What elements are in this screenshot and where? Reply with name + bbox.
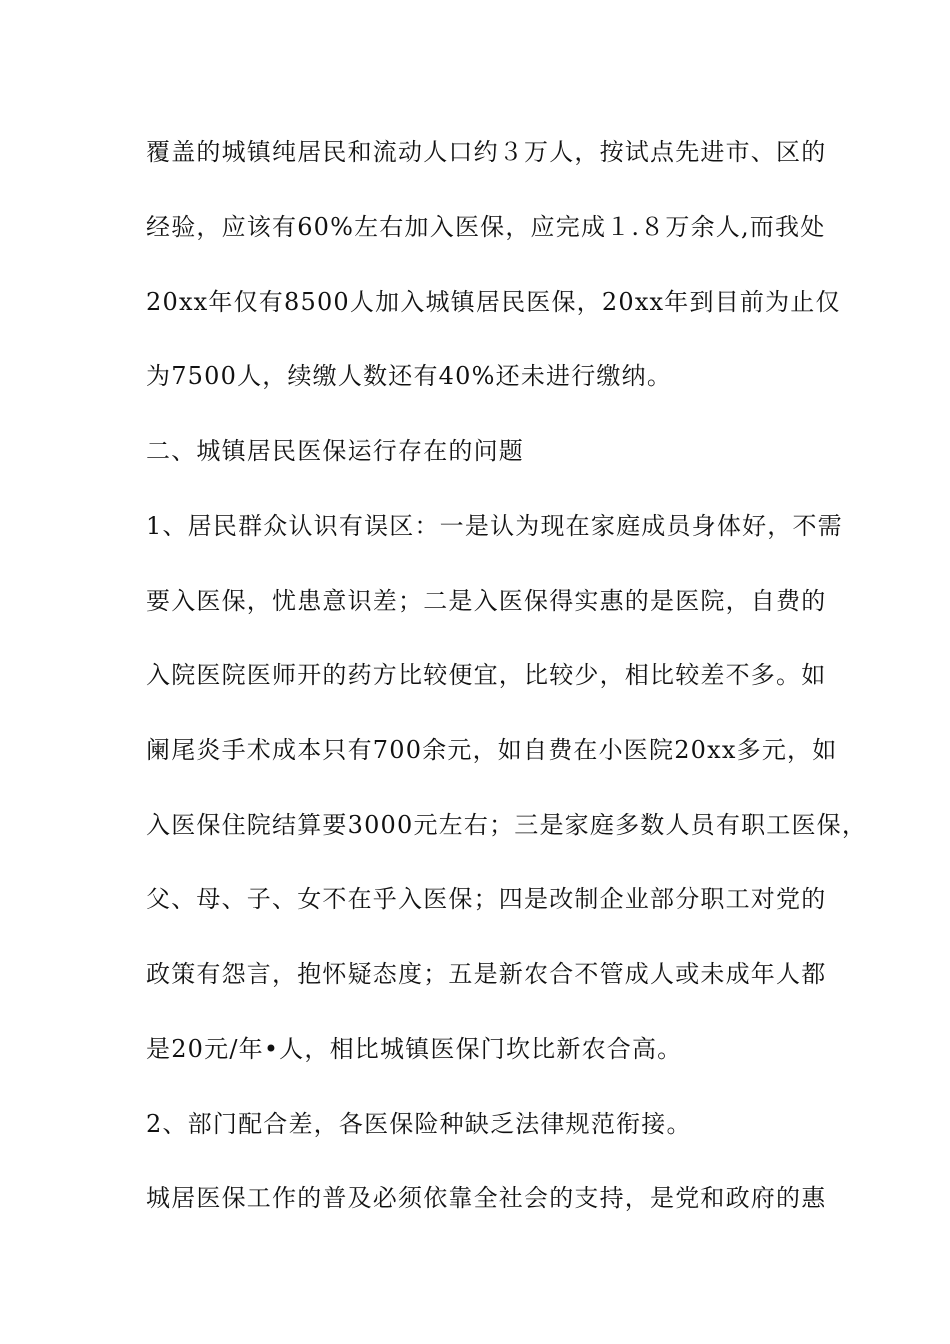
text-line-8: 入院医院医师开的药方比较便宜，比较少，相比较差不多。如: [146, 661, 827, 689]
text-line-14: 2、部门配合差，各医保险种缺乏法律规范衔接。: [146, 1110, 692, 1138]
text-line-7: 要入医保，忧患意识差；二是入医保得实惠的是医院，自费的: [146, 587, 827, 615]
text-line-12: 政策有怨言，抱怀疑态度；五是新农合不管成人或未成年人都: [146, 960, 827, 988]
text-line-1: 覆盖的城镇纯居民和流动人口约３万人，按试点先进市、区的: [146, 138, 827, 166]
text-line-6: 1、居民群众认识有误区：一是认为现在家庭成员身体好，不需: [146, 512, 843, 540]
text-line-3: 20xx年仅有8500人加入城镇居民医保，20xx年到目前为止仅: [146, 288, 841, 316]
text-line-13: 是20元/年•人，相比城镇医保门坎比新农合高。: [146, 1035, 683, 1063]
text-line-11: 父、母、子、女不在乎入医保；四是改制企业部分职工对党的: [146, 885, 827, 913]
text-line-2: 经验，应该有60%左右加入医保，应完成１.８万余人,而我处: [146, 213, 826, 241]
section-heading-2: 二、城镇居民医保运行存在的问题: [146, 437, 524, 465]
text-line-15: 城居医保工作的普及必须依靠全社会的支持，是党和政府的惠: [146, 1184, 827, 1212]
text-line-10: 入医保住院结算要3000元左右；三是家庭多数人员有职工医保，: [146, 811, 868, 839]
text-line-9: 阑尾炎手术成本只有700余元，如自费在小医院20xx多元，如: [146, 736, 838, 764]
text-line-4: 为7500人，续缴人数还有40%还未进行缴纳。: [146, 362, 673, 390]
